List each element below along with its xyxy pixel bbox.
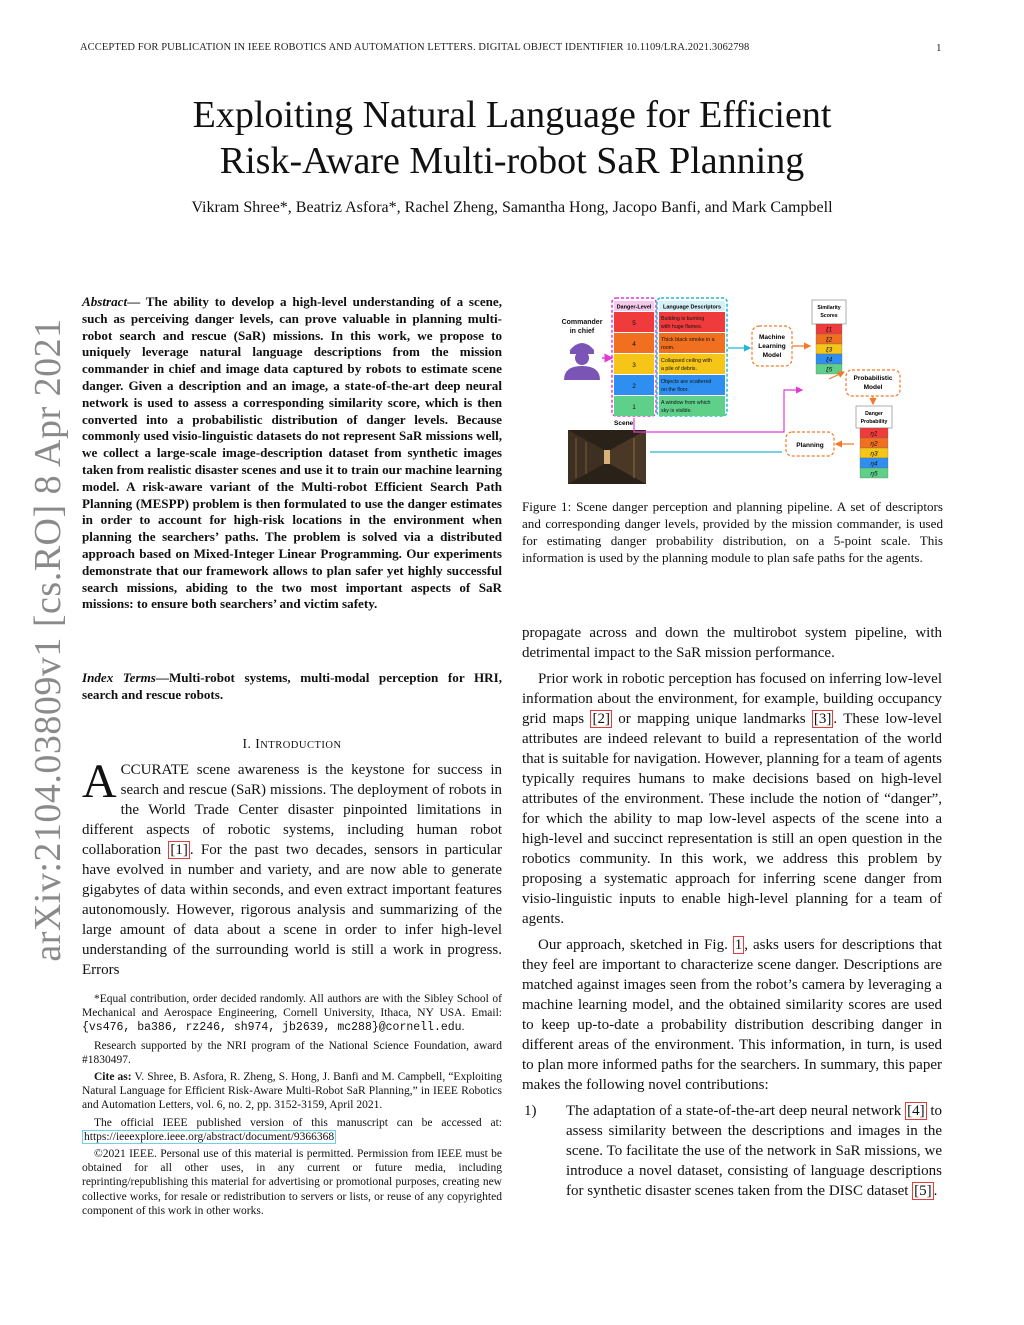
- prob-model-label-1: Probabilistic: [853, 375, 893, 382]
- danger-prob-header-1: Danger: [865, 411, 883, 417]
- footnote-official: [82, 1116, 502, 1144]
- author-list: Vikram Shree*, Beatriz Asfora*, Rachel Zheng, Samantha Hong, Jacopo Banfi, and Mark Campbell: [191, 199, 833, 216]
- descriptor-text-line-1: Collapsed ceiling with: [661, 358, 712, 364]
- paragraph-prior-work: [522, 669, 942, 929]
- danger-prob-header-2: Probability: [860, 419, 888, 425]
- danger-level-value: 1: [632, 404, 636, 411]
- similarity-score-value: ξ1: [825, 326, 833, 334]
- contribution-text-b: to assess similarity between the descriptions and images in the scene. To facilitate the use of the network in SaR missions, we introduce a novel dataset, consisting of language descriptions for synthetic disaster scenes taken from the DISC dataset: [566, 1103, 943, 1199]
- citation-link[interactable]: [2]: [592, 711, 610, 727]
- danger-probability-value: η4: [870, 460, 878, 468]
- similarity-scores-column: [816, 324, 842, 374]
- prior-work-text-b: or mapping unique landmarks: [611, 711, 812, 727]
- danger-probability-column: [860, 428, 888, 478]
- descriptor-text-line-2: room.: [661, 345, 675, 351]
- commander-label-1: Commander: [561, 319, 603, 326]
- citation-link[interactable]: [3]: [813, 711, 832, 727]
- footnote-copyright: ©2021 IEEE. Personal use of this material is permitted. Permission from IEEE must be obtained for all other uses, in any current or future media, including reprinting/republishing this material for advertising or promotional purposes, creating new collective works, for resale or redistribution to servers or lists, or reuse of any copyrighted component of this work in other works.: [82, 1148, 502, 1217]
- danger-level-value: 2: [632, 383, 636, 390]
- ieee-url-link[interactable]: https://ieeexplore.ieee.org/abstract/document/9366368: [84, 1130, 335, 1143]
- descriptor-text-line-2: on the floor.: [661, 387, 689, 393]
- descriptor-text-line-1: A window from which: [661, 400, 711, 406]
- arxiv-identifier: arXiv:2104.03809v1 [cs.RO] 8 Apr 2021: [27, 318, 69, 962]
- scene-label: Scene: [614, 420, 634, 427]
- descriptor-text-line-2: sky is visible.: [661, 408, 692, 414]
- footnote-affiliation-text: *Equal contribution, order decided randomly. All authors are with the Sibley School of Mechanical and Aerospace Engineering, Cornell University, Ithaca, NY USA. Email:: [82, 993, 502, 1020]
- planning-label: Planning: [796, 442, 824, 449]
- paragraph-continuation: propagate across and down the multirobot system pipeline, with detrimental impact to the SaR mission performance.: [522, 625, 942, 661]
- similarity-header-2: Scores: [820, 313, 838, 319]
- danger-probability-value: η2: [870, 440, 878, 448]
- index-terms-label: Index Terms: [82, 670, 156, 685]
- prior-work-text-a: Prior work in robotic perception has focused on inferring low-level information about the environment, for example, building occupancy grid maps: [522, 671, 942, 727]
- section-heading: [82, 736, 502, 752]
- danger-probability-value: η1: [870, 430, 878, 438]
- abstract-label: Abstract: [82, 294, 128, 309]
- intro-text-b: . For the past two decades, sensors in particular have evolved in number and variety, and are now able to generate gigabytes of data within seconds, and even extract important features autonomously. However, rigorous analysis and summarizing of the large amount of data about a scene in order to infer high-level understanding of the surrounding world is still a work in progress. Errors: [82, 842, 502, 978]
- descriptor-text-line-1: Building is burning: [661, 316, 705, 322]
- cite-text: V. Shree, B. Asfora, R. Zheng, S. Hong, J. Banfi and M. Campbell, “Exploiting Natural Language for Efficient Risk-Aware Multi-Robot SaR Planning,” in IEEE Robotics and Automation Letters, vol. 6, no. 2, pp. 3152-3159, April 2021.: [82, 1071, 502, 1112]
- similarity-header-1: Similarity: [817, 305, 841, 311]
- descriptor-text-line-2: with huge flames.: [661, 324, 703, 330]
- prior-work-text-c: . These low-level attributes are indeed relevant to build a representation of the world that is suitable for navigation. However, planning for a team of agents typically requires humans to make decisions based on high-level attributes of the environment. These include the notion of “danger”, for which the ability to map low-level aspects of the scene into a high-level and succinct representation is still an open question in the robotics community. In this work, we address this problem by proposing a systematic approach for inferring scene danger from visio-linguistic inputs to enable high-level planning for a team of agents.: [522, 711, 942, 927]
- contribution-text-a: The adaptation of a state-of-the-art deep neural network: [566, 1103, 906, 1119]
- footnote-cite: [82, 1070, 502, 1113]
- footnote-affiliation: [82, 992, 502, 1036]
- similarity-score-value: ξ4: [825, 356, 833, 364]
- abstract-text: — The ability to develop a high-level understanding of a scene, such as perceiving danger levels, can prove valuable in planning multi-robot search and rescue (SaR) missions. In this work, we propose to uniquely leverage natural language descriptions from the mission commander in chief and image data captured by robots to estimate scene danger. Given a description and an image, a state-of-the-art deep neural network is used to assess a corresponding similarity score, which is then converted into a probabilistic distribution of danger levels. Because commonly used visio-linguistic datasets do not represent SaR missions well, we collect a large-scale image-description dataset from synthetic images taken from realistic disaster scenes and use it to train our machine learning model. A risk-aware variant of the Multi-robot Efficient Search Path Planning (MESPP) problem is then formulated to use the danger estimates in order to account for high-risk locations in the environment when planning the searchers’ paths. The problem is solved via a distributed approach based on Mixed-Integer Linear Programming. Our experiments demonstrate that our framework allows to plan safer yet highly successful search missions, abiding to the two most important aspects of SaR missions: to ensure both searchers’ and victim safety.: [82, 294, 502, 612]
- descriptor-text-line-2: a pile of debris.: [661, 366, 697, 372]
- approach-text-a: Our approach, sketched in Fig.: [538, 937, 733, 953]
- title-line-1: Exploiting Natural Language for Efficient: [192, 94, 832, 136]
- section-title-smallcaps: NTRODUCTION: [260, 740, 342, 751]
- citation-link[interactable]: [4]: [907, 1103, 925, 1119]
- arxiv-sidebar: [18, 318, 78, 962]
- danger-probability-value: η3: [870, 450, 878, 458]
- similarity-score-value: ξ5: [825, 366, 833, 374]
- section-numeral: I.: [242, 736, 252, 751]
- commander-person-icon: [564, 343, 600, 380]
- footnotes: [82, 992, 502, 1221]
- descriptor-text-line-1: Thick black smoke in a: [661, 337, 715, 343]
- contribution-number: 1): [524, 1103, 537, 1119]
- intro-text-a: CCURATE scene awareness is the keystone for success in search and rescue (SaR) missions. The deployment of robots in the World Trade Center disaster pinpointed limitations in different aspects of robotic systems, including human robot collaboration: [82, 762, 502, 858]
- running-header: ACCEPTED FOR PUBLICATION IN IEEE ROBOTICS AND AUTOMATION LETTERS. DIGITAL OBJECT IDENTIFIER 10.1109/LRA.2021.3062798: [80, 42, 750, 53]
- danger-probability-value: η5: [870, 470, 878, 478]
- danger-level-value: 3: [632, 362, 636, 369]
- prob-model-label-2: Model: [863, 384, 883, 391]
- official-text: The official IEEE published version of this manuscript can be accessed at:: [94, 1116, 502, 1129]
- citation-link[interactable]: [5]: [914, 1183, 932, 1199]
- scene-image: [568, 430, 646, 484]
- abstract: [82, 294, 502, 613]
- title-line-2: Risk-Aware Multi-robot SaR Planning: [219, 140, 805, 182]
- ml-model-label-3: Model: [762, 352, 782, 359]
- cite-label: Cite as:: [94, 1071, 132, 1084]
- commander-label-2: in chief: [569, 328, 595, 335]
- danger-level-value: 5: [632, 320, 636, 327]
- approach-text-b: , asks users for descriptions that they feel are important to characterize scene danger. Descriptions are matched against images seen from the robot’s camera by leveraging a machine learning model, and the obtained similarity scores are used to keep up-to-date a probability distribution describing danger in different areas of the environment. This information, in turn, is used to plan more informed paths for the searchers. In summary, this paper makes the following novel contributions:: [522, 937, 942, 1093]
- figure-link[interactable]: 1: [734, 937, 743, 953]
- descriptor-text-line-1: Objects are scattered: [661, 379, 712, 385]
- paper-title: [60, 92, 964, 184]
- footnote-funding: Research supported by the NRI program of the National Science Foundation, award #1830497.: [82, 1039, 502, 1066]
- author-emails: {vs476, ba386, rz246, sh974, jb2639, mc288}@cornell.edu: [82, 1021, 462, 1035]
- contribution-text: [566, 1101, 942, 1201]
- descriptors-header: Language Descriptors: [662, 304, 722, 311]
- contribution-item: [522, 1101, 942, 1201]
- index-terms-text: —Multi-robot systems, multi-modal perception for HRI, search and rescue robots.: [82, 670, 502, 702]
- figure-1-pipeline: [554, 292, 914, 490]
- emails-end: .: [461, 1021, 465, 1034]
- citation-link[interactable]: [1]: [170, 842, 188, 858]
- caption-label: Figure 1:: [522, 499, 572, 514]
- section-title-cap: I: [255, 736, 261, 751]
- index-terms: [82, 670, 502, 704]
- right-column-text: [522, 623, 942, 1201]
- ml-model-label-1: Machine: [758, 334, 786, 341]
- danger-level-header: Danger-Level: [616, 304, 652, 311]
- intro-paragraph: [82, 755, 502, 980]
- danger-level-value: 4: [632, 341, 636, 348]
- caption-text: Scene danger perception and planning pipeline. A set of descriptors and corresponding danger levels, provided by the mission commander, is used for estimating danger probability distribution, on a 5-point scale. This information is used by the planning module to plan safe paths for the agents.: [522, 499, 943, 565]
- danger-rows: [614, 312, 725, 416]
- paragraph-approach: [522, 935, 942, 1095]
- similarity-score-value: ξ3: [825, 346, 833, 354]
- similarity-score-value: ξ2: [825, 336, 833, 344]
- figure-caption: [522, 498, 943, 566]
- contribution-text-c: .: [933, 1183, 938, 1199]
- ml-model-label-2: Learning: [758, 343, 786, 350]
- page-number: 1: [936, 42, 942, 54]
- drop-cap: A: [82, 755, 117, 808]
